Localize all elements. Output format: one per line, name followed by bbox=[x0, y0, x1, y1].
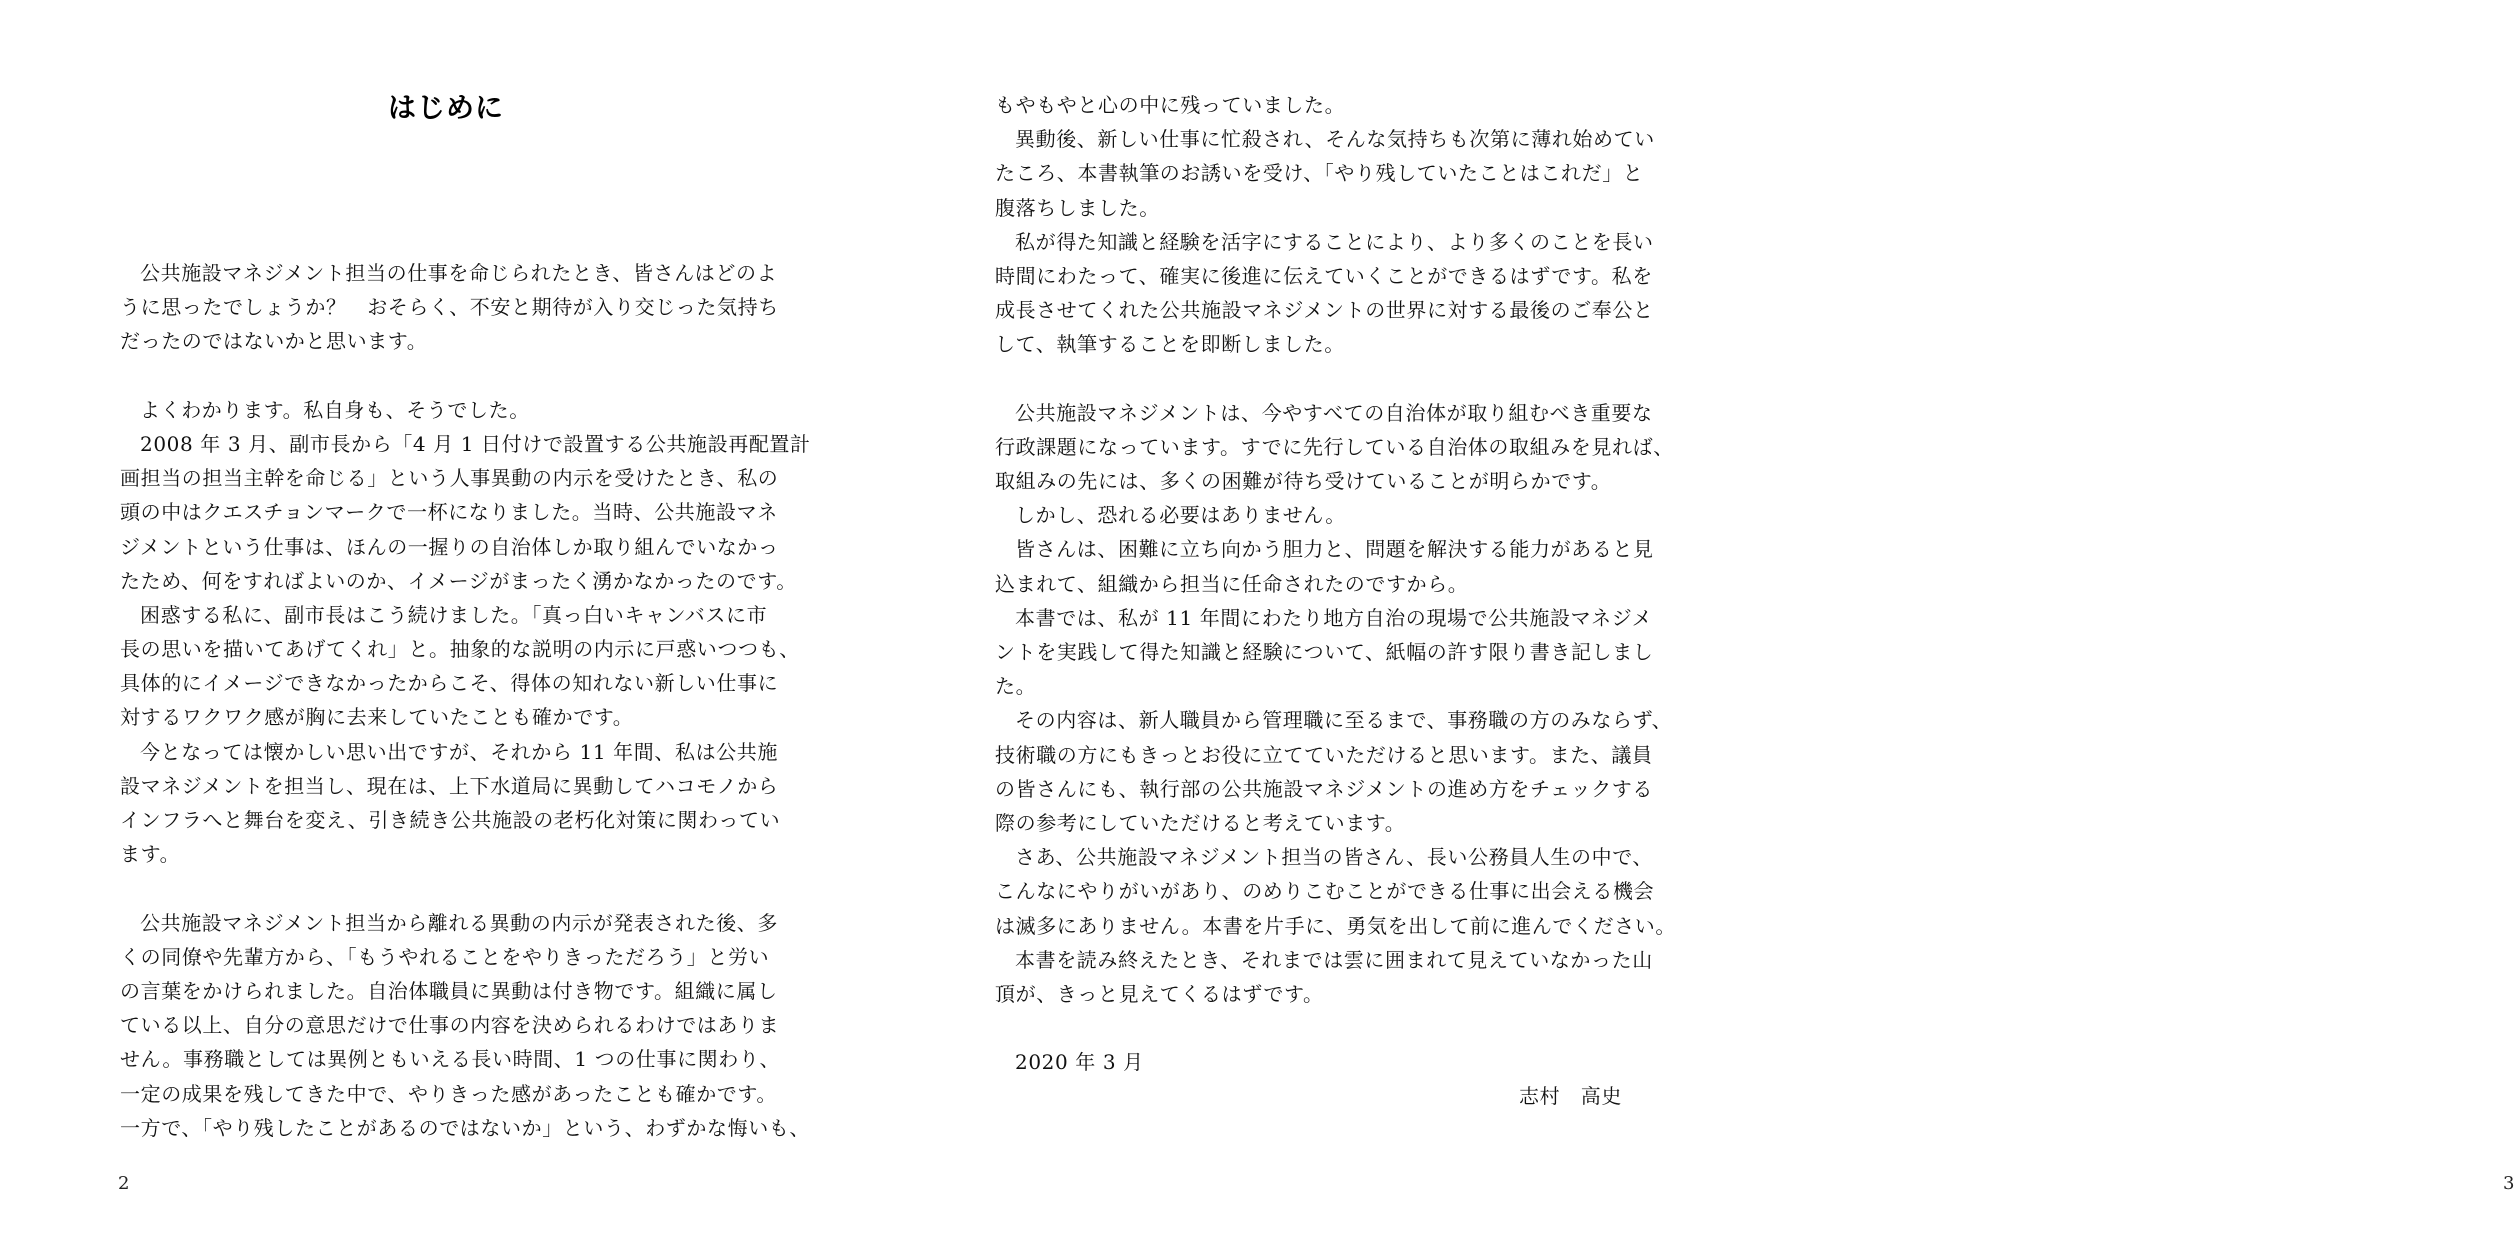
text-line: 取組みの先には、多くの困難が待ち受けていることが明らかです。 bbox=[995, 469, 1612, 494]
text-line: もやもやと心の中に残っていました。 bbox=[995, 93, 1346, 117]
text-line: の皆さんにも、執行部の公共施設マネジメントの進め方をチェックする bbox=[995, 776, 1653, 801]
text-line: 行政課題になっています。すでに先行している自治体の取組みを見れば、 bbox=[995, 434, 1674, 459]
text-line: 対するワクワク感が胸に去来していたことも確かです。 bbox=[120, 705, 634, 730]
text-line: 頂が、きっと見えてくるはずです。 bbox=[995, 981, 1324, 1006]
right-page bbox=[875, 0, 2514, 1241]
text-line: 一方で、「やり残したことがあるのではないか」という、わずかな悔いも、 bbox=[120, 1115, 810, 1140]
text-line: 今となっては懐かしい思い出ですが、それから 11 年間、私は公共施 bbox=[140, 739, 778, 764]
left-body-text bbox=[120, 256, 811, 1145]
text-line: して、執筆することを即断しました。 bbox=[995, 332, 1345, 357]
text-line: たため、何をすればよいのか、イメージがまったく湧かなかったのです。 bbox=[120, 568, 797, 593]
text-line: 私が得た知識と経験を活字にすることにより、より多くのことを長い bbox=[1015, 229, 1654, 254]
page-number: 3 bbox=[2503, 1173, 2514, 1194]
text-line: た。 bbox=[995, 674, 1037, 699]
text-line: の言葉をかけられました。自治体職員に異動は付き物です。組織に属し bbox=[120, 978, 778, 1003]
text-line: だったのではないかと思います。 bbox=[120, 329, 428, 354]
date-line: 2020 年 3 月 bbox=[1015, 1050, 1144, 1075]
text-line: 2008 年 3 月、副市長から「4 月 1 日付けで設置する公共施設再配置計 bbox=[140, 431, 811, 456]
page-title: はじめに bbox=[388, 91, 505, 124]
text-line: 込まれて、組織から担当に任命されたのですから。 bbox=[995, 571, 1469, 596]
text-line: たころ、本書執筆のお誘いを受け、「やり残していたことはこれだ」と bbox=[995, 161, 1644, 186]
text-line: 長の思いを描いてあげてくれ」と。抽象的な説明の内示に戸惑いつつも、 bbox=[120, 637, 800, 662]
text-line: うに思ったでしょうか？ おそらく、不安と期待が入り交じった気持ち bbox=[120, 295, 779, 320]
text-line: 具体的にイメージできなかったからこそ、得体の知れない新しい仕事に bbox=[120, 671, 779, 696]
text-line: 頭の中はクエスチョンマークで一杯になりました。当時、公共施設マネ bbox=[120, 500, 778, 525]
paragraph-gap bbox=[995, 362, 1676, 396]
text-line: さあ、公共施設マネジメント担当の皆さん、長い公務員人生の中で、 bbox=[1015, 845, 1653, 870]
text-line: くの同僚や先輩方から、「もうやれることをやりきっただろう」と労い bbox=[120, 944, 770, 969]
text-line: ントを実践して得た知識と経験について、紙幅の許す限り書き記しまし bbox=[995, 640, 1654, 664]
text-line: 一定の成果を残してきた中で、やりきった感があったことも確かです。 bbox=[120, 1081, 777, 1106]
text-line: ジメントという仕事は、ほんの一握りの自治体しか取り組んでいなかっ bbox=[120, 534, 779, 559]
left-page bbox=[0, 0, 875, 1241]
text-line: その内容は、新人職員から管理職に至るまで、事務職の方のみならず、 bbox=[1015, 708, 1673, 733]
author-signature: 志村 高史 bbox=[1519, 1084, 1622, 1109]
text-line: 本書では、私が 11 年間にわたり地方自治の現場で公共施設マネジメ bbox=[1015, 605, 1653, 630]
text-line: ている以上、自分の意思だけで仕事の内容を決められるわけではありま bbox=[120, 1013, 780, 1038]
text-line: しかし、恐れる必要はありません。 bbox=[1015, 503, 1346, 528]
text-line: こんなにやりがいがあり、のめりこむことができる仕事に出会える機会 bbox=[995, 879, 1655, 904]
text-line: 困惑する私に、副市長はこう続けました。「真っ白いキャンバスに市 bbox=[140, 602, 768, 627]
page-number: 2 bbox=[118, 1173, 130, 1194]
text-line: 異動後、新しい仕事に忙殺され、そんな気持ちも次第に薄れ始めてい bbox=[1015, 127, 1655, 152]
paragraph-gap bbox=[120, 359, 811, 393]
text-line: 公共施設マネジメントは、今やすべての自治体が取り組むべき重要な bbox=[1015, 400, 1653, 425]
text-line: 時間にわたって、確実に後進に伝えていくことができるはずです。私を bbox=[995, 263, 1653, 288]
paragraph-gap bbox=[120, 871, 811, 905]
text-line: 公共施設マネジメント担当の仕事を命じられたとき、皆さんはどのよ bbox=[140, 261, 778, 285]
text-line: 公共施設マネジメント担当から離れる異動の内示が発表された後、多 bbox=[140, 910, 778, 935]
text-line: インフラへと舞台を変え、引き続き公共施設の老朽化対策に関わってい bbox=[120, 808, 781, 832]
text-line: せん。事務職としては異例ともいえる長い時間、1 つの仕事に関わり、 bbox=[120, 1047, 781, 1072]
text-line: ます。 bbox=[120, 842, 181, 867]
text-line: 画担当の担当主幹を命じる」という人事異動の内示を受けたとき、私の bbox=[120, 466, 779, 491]
paragraph-gap bbox=[995, 1011, 1676, 1045]
text-line: 設マネジメントを担当し、現在は、上下水道局に異動してハコモノから bbox=[120, 773, 779, 798]
text-line: 際の参考にしていただけると考えています。 bbox=[995, 810, 1406, 835]
text-line: 技術職の方にもきっとお役に立てていただけると思います。また、議員 bbox=[995, 742, 1653, 767]
text-line: 成長させてくれた公共施設マネジメントの世界に対する最後のご奉公と bbox=[995, 298, 1654, 323]
text-line: よくわかります。私自身も、そうでした。 bbox=[140, 397, 530, 422]
text-line: は滅多にありません。本書を片手に、勇気を出して前に進んでください。 bbox=[995, 913, 1676, 938]
text-line: 腹落ちしました。 bbox=[995, 195, 1160, 220]
text-line: 本書を読み終えたとき、それまでは雲に囲まれて見えていなかった山 bbox=[1015, 947, 1653, 972]
text-line: 皆さんは、困難に立ち向かう胆力と、問題を解決する能力があると見 bbox=[1015, 537, 1654, 562]
right-body-text bbox=[995, 88, 1676, 1114]
